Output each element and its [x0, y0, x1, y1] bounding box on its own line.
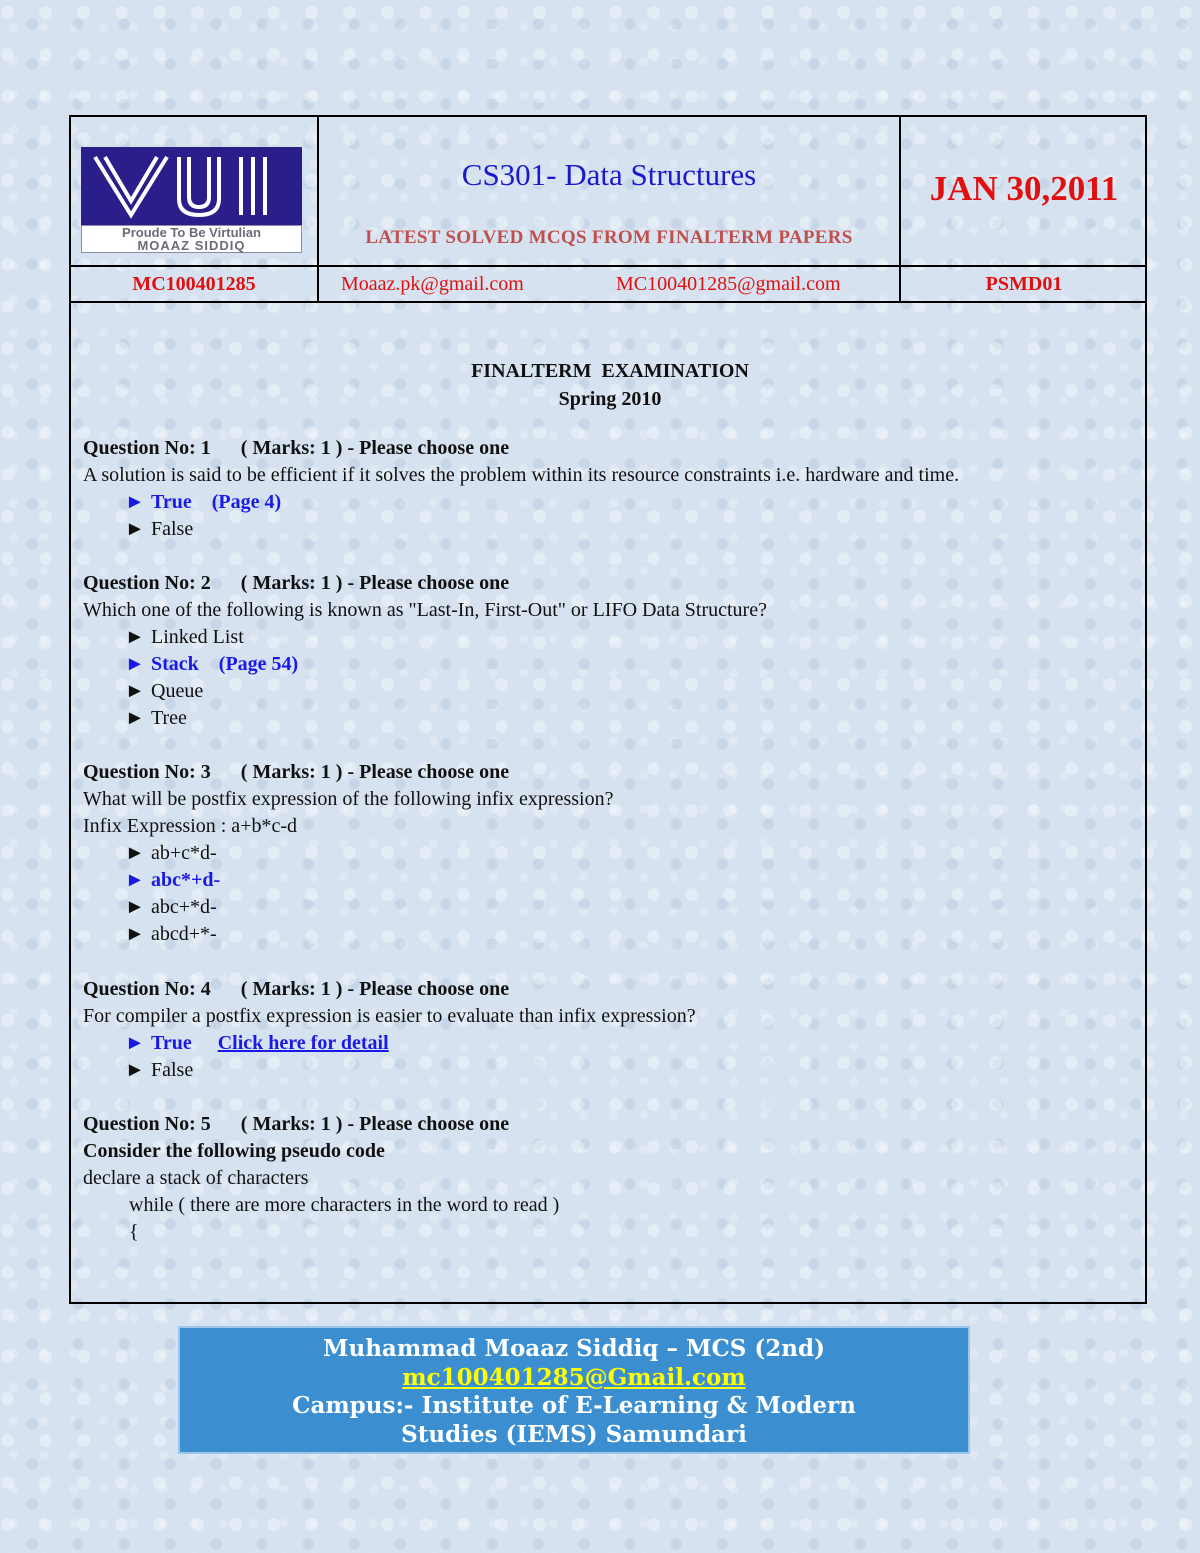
option[interactable]	[83, 516, 1143, 543]
question-header	[83, 1111, 1143, 1138]
triangle-icon: ►	[125, 842, 145, 864]
header-row	[71, 117, 1145, 267]
option-correct[interactable]	[83, 1030, 1143, 1057]
document-date: JAN 30,2011	[929, 169, 1119, 208]
question-label: Question No: 1	[83, 437, 211, 459]
email-link-2[interactable]: MC100401285@gmail.com	[616, 273, 841, 295]
author-name: Muhammad Moaaz Siddiq – MCS (2nd)	[323, 1335, 825, 1362]
option-text: abc*+d-	[151, 869, 221, 891]
logo-graphic	[81, 147, 302, 225]
question-text: Which one of the following is known as "Last-In, First-Out" or LIFO Data Structure?	[83, 599, 767, 621]
code-line: declare a stack of characters	[83, 1167, 309, 1189]
triangle-icon: ►	[125, 1059, 145, 1081]
question-marks: ( Marks: 1 ) - Please choose one	[240, 978, 510, 1000]
question-text: A solution is said to be efficient if it solves the problem within its resource constraints i.e. hardware and time.	[83, 464, 960, 486]
option-text: Stack	[151, 653, 199, 675]
question-2	[83, 570, 1143, 732]
vu-letters-icon	[81, 147, 302, 225]
page-reference: (Page 54)	[218, 653, 299, 675]
option-correct[interactable]	[83, 867, 1143, 894]
exam-term: Spring 2010	[558, 388, 662, 410]
question-text: For compiler a postfix expression is easier to evaluate than infix expression?	[83, 1005, 696, 1027]
campus-line: Campus:- Institute of E-Learning & Modern	[292, 1392, 856, 1419]
option[interactable]	[83, 894, 1143, 921]
option-text: True	[151, 491, 192, 513]
question-marks: ( Marks: 1 ) - Please choose one	[240, 572, 510, 594]
question-5	[83, 1111, 1143, 1246]
page-reference: (Page 4)	[211, 491, 282, 513]
question-label: Question No: 5	[83, 1113, 211, 1135]
triangle-icon: ►	[125, 680, 145, 702]
code-line: while ( there are more characters in the word to read )	[129, 1194, 560, 1216]
triangle-icon: ►	[125, 707, 145, 729]
vu-logo	[81, 147, 302, 253]
option-text: abc+*d-	[151, 896, 217, 918]
question-3	[83, 759, 1143, 948]
option[interactable]	[83, 678, 1143, 705]
triangle-icon: ►	[125, 518, 145, 540]
question-label: Question No: 3	[83, 761, 211, 783]
email-link-1[interactable]: Moaaz.pk@gmail.com	[341, 273, 524, 295]
logo-line1: Proude To Be Virtulian	[122, 225, 261, 240]
document-code: PSMD01	[985, 273, 1063, 295]
question-4	[83, 976, 1143, 1084]
option-text: Tree	[151, 707, 187, 729]
option-text: Linked List	[151, 626, 244, 648]
option-text: abcd+*-	[151, 923, 217, 945]
question-marks: ( Marks: 1 ) - Please choose one	[240, 1113, 510, 1135]
info-row	[71, 267, 1145, 303]
student-id: MC100401285	[132, 273, 256, 295]
triangle-icon: ►	[125, 491, 145, 513]
question-label: Question No: 2	[83, 572, 211, 594]
option[interactable]	[83, 624, 1143, 651]
author-banner	[178, 1326, 970, 1454]
option[interactable]	[83, 705, 1143, 732]
question-header	[83, 435, 1143, 462]
question-text: What will be postfix expression of the following infix expression?	[83, 788, 614, 810]
question-header	[83, 759, 1143, 786]
question-header	[83, 976, 1143, 1003]
question-header	[83, 570, 1143, 597]
option[interactable]	[83, 921, 1143, 948]
document-subtitle: LATEST SOLVED MCQS FROM FINALTERM PAPERS	[365, 227, 853, 248]
option-text: True	[151, 1032, 192, 1054]
question-text: Consider the following pseudo code	[83, 1140, 385, 1162]
question-marks: ( Marks: 1 ) - Please choose one	[240, 761, 510, 783]
question-marks: ( Marks: 1 ) - Please choose one	[240, 437, 510, 459]
logo-line2: MOAAZ SIDDIQ	[137, 238, 246, 253]
triangle-icon: ►	[125, 653, 145, 675]
option[interactable]	[83, 840, 1143, 867]
document-frame	[69, 115, 1147, 1304]
exam-title: FINALTERM EXAMINATION	[471, 360, 749, 382]
triangle-icon: ►	[125, 869, 145, 891]
option-correct[interactable]	[83, 489, 1143, 516]
divider	[317, 267, 319, 301]
option-text: False	[151, 518, 194, 540]
triangle-icon: ►	[125, 896, 145, 918]
course-title: CS301- Data Structures	[461, 157, 757, 192]
campus-line-2: Studies (IEMS) Samundari	[401, 1421, 747, 1448]
question-text-2: Infix Expression : a+b*c-d	[83, 815, 298, 837]
option-correct[interactable]	[83, 651, 1143, 678]
triangle-icon: ►	[125, 1032, 145, 1054]
triangle-icon: ►	[125, 923, 145, 945]
code-line: {	[129, 1221, 139, 1243]
option-text: False	[151, 1059, 194, 1081]
exam-heading	[83, 357, 1137, 413]
question-1	[83, 435, 1143, 543]
option-text: ab+c*d-	[151, 842, 217, 864]
triangle-icon: ►	[125, 626, 145, 648]
option-text: Queue	[151, 680, 204, 702]
author-email-link[interactable]: mc100401285@Gmail.com	[402, 1364, 746, 1391]
option[interactable]	[83, 1057, 1143, 1084]
detail-link[interactable]: Click here for detail	[217, 1032, 389, 1054]
question-label: Question No: 4	[83, 978, 211, 1000]
